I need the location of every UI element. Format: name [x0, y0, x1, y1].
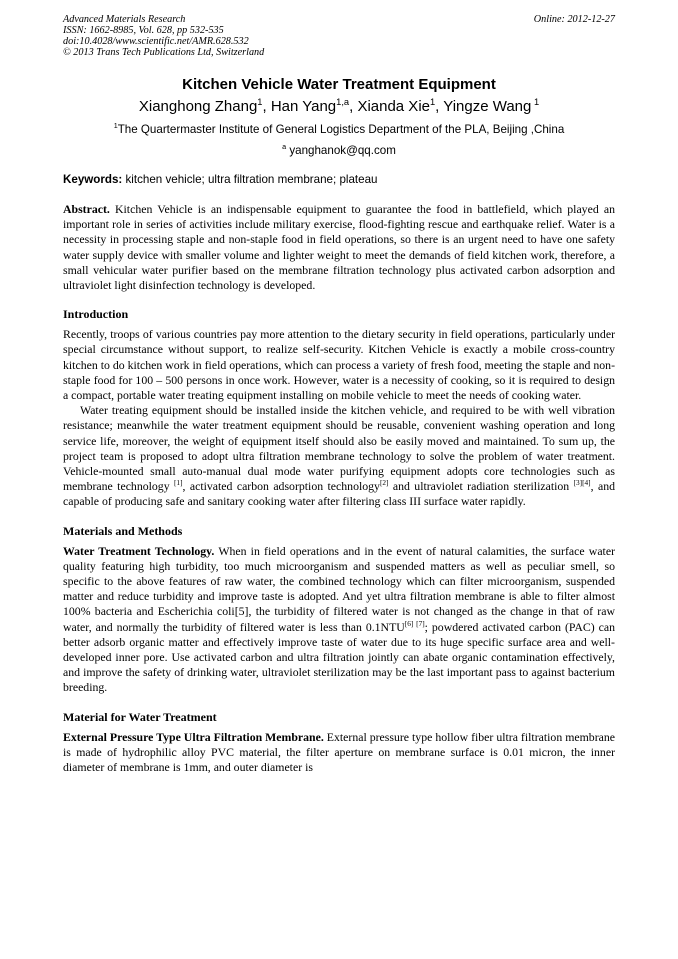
material-subheading: External Pressure Type Ultra Filtration Membrane.	[63, 729, 324, 744]
affiliation-text: The Quartermaster Institute of General Logistics Department of the PLA, Beijing ,China	[117, 123, 565, 136]
author-superscript: 1,a	[336, 97, 350, 107]
material-heading: Material for Water Treatment	[63, 709, 217, 724]
author-separator: ,	[435, 98, 444, 115]
author-name: Xianghong Zhang	[138, 98, 258, 115]
intro-text-part: and ultraviolet radiation sterilization	[388, 479, 574, 494]
abstract-text: Kitchen Vehicle is an indispensable equipment to guarantee the food in battlefield, which played an important role in series of activities include military exercise, flood-fighting rescue and earthquake relief. Water is a necessity in processing staple and non-staple food in field operations, so there is an urgent need to have one safety water supply device with smaller volume and lighter weight to meet the demands of field kitchen work, therefore, a small vehicular water purifier based on the membrane filtration technology plus activated carbon adsorption and ultraviolet light disinfection technology is developed.	[63, 202, 615, 293]
author-list	[63, 98, 615, 115]
author-name: Yingze Wang	[443, 98, 532, 115]
copyright-line: © 2013 Trans Tech Publications Ltd, Switzerland	[63, 47, 265, 58]
affiliation	[63, 123, 615, 136]
keywords-text: kitchen vehicle; ultra filtration membrane; plateau	[122, 173, 378, 186]
material-paragraph	[63, 730, 615, 776]
author-name: Xianda Xie	[357, 98, 430, 115]
methods-subheading: Water Treatment Technology.	[63, 543, 215, 558]
keywords-label: Keywords:	[63, 173, 123, 186]
citation: [2]	[379, 478, 389, 488]
email-superscript: a	[282, 142, 287, 152]
intro-text-part: , and capable of producing safe and sanitary cooking water after filtering class III surface water rapidly.	[63, 479, 616, 509]
journal-header	[63, 14, 615, 58]
author-superscript: 1	[430, 97, 436, 107]
citation: [3][4]	[573, 478, 591, 488]
introduction-paragraph-2	[63, 403, 615, 509]
citation: [1]	[174, 478, 183, 488]
methods-paragraph	[63, 544, 615, 696]
keywords	[63, 173, 615, 186]
introduction-paragraph-1: Recently, troops of various countries pay more attention to the dietary security in field operations, particularly under special circumstance without support, to realize self-security. Kitchen Vehicle is exactly a mobile cross-country kitchen to do kitchen work in field operations, which can process a variety of fresh food, meeting the staple and non-staple food for 100 – 500 persons in once work. However, water is a necessity of cooking, so it is required to design a compact, portable water treating equipment installing on mobile vehicle to meet the needs of cooking water.	[63, 327, 615, 403]
affiliation-superscript: 1	[113, 121, 118, 131]
methods-heading: Materials and Methods	[63, 523, 183, 538]
introduction-heading: Introduction	[63, 307, 129, 322]
citation: [6] [7]	[404, 618, 425, 628]
journal-name: Advanced Materials Research	[63, 14, 186, 25]
author-superscript: 1	[257, 97, 263, 107]
intro-text-part: , activated carbon adsorption technology	[182, 479, 380, 494]
material-text: External pressure type hollow fiber ultra filtration membrane is made of hydrophilic alloy PVC material, the filter aperture on membrane surface is 0.01 micron, the inner diameter of membrane is 1mm, and outer diameter is	[63, 729, 615, 775]
methods-text-part: ; powdered activated carbon (PAC) can better adsorb organic matter and effectively improve taste of water due to its huge specific surface area and well-developed inner pore. Use activated carbon and ultra filtration jointly can abate organic contamination effectively, and improve the safety of drinking water, ultraviolet sterilization may be the last important pass to against bacterium breeding.	[63, 619, 616, 695]
abstract-label: Abstract.	[63, 202, 110, 216]
issn-line: ISSN: 1662-8985, Vol. 628, pp 532-535	[63, 25, 224, 36]
author-name: Han Yang	[270, 98, 337, 115]
methods-text-part: When in field operations and in the event of natural calamities, the surface water quality featuring high turbidity, too much microorganism and suspended matters as well as peculiar smell, so specific to the above features of raw water, the combined technology which can filter microorganism, suspended matter and reduce turbidity and improve taste is adopted. And yet ultra filtration membrane is able to filter almost 100% bacteria and Escherichia coli[5], the turbidity of filtered water is not changed as the change in that of raw water, and normally the turbidity of filtered water is less than 0.1NTU	[63, 543, 615, 634]
email-text: yanghanok@qq.com	[286, 144, 396, 157]
author-email	[63, 144, 615, 157]
author-superscript: 1	[531, 97, 540, 107]
author-separator: ,	[349, 98, 358, 115]
online-date: Online: 2012-12-27	[533, 14, 615, 25]
paper-page	[63, 14, 615, 775]
paper-title: Kitchen Vehicle Water Treatment Equipment	[182, 76, 496, 93]
intro-text-part: Water treating equipment should be installed inside the kitchen vehicle, and required to be with well vibration resistance; meanwhile the water treatment equipment should be reusable, convenient washing operation and long service life, moreover, the weight of equipment itself should also be easily moved and maintained. To sum up, the project team is proposed to adopt ultra filtration membrane technology to solve the problem of water treatment. Vehicle-mounted small auto-manual dual mode water purifying equipment adopts core technologies such as membrane technology	[63, 403, 615, 494]
abstract	[63, 202, 615, 293]
doi-line: doi:10.4028/www.scientific.net/AMR.628.532	[63, 36, 249, 47]
author-separator: ,	[262, 98, 271, 115]
